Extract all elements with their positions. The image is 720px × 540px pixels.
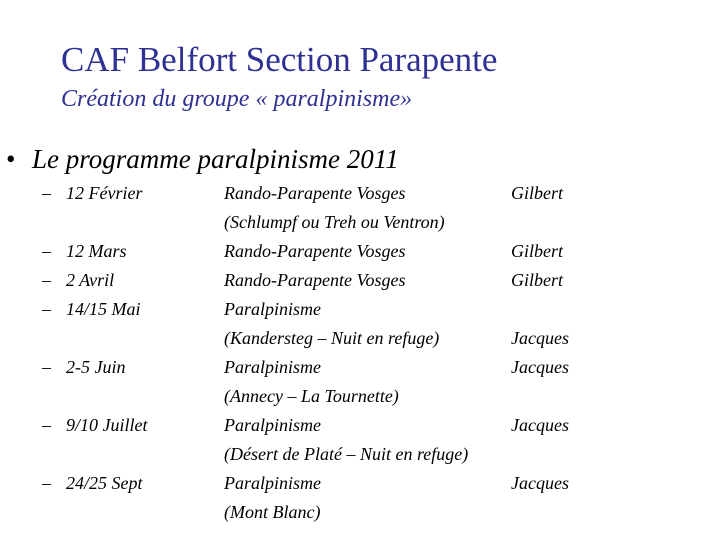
list-dash: – [42,241,51,261]
schedule-activity: Paralpinisme [224,357,321,377]
schedule-activity: Paralpinisme [224,473,321,493]
list-dash: – [42,473,51,493]
schedule-date: 14/15 Mai [66,299,141,319]
list-dash: – [42,270,51,290]
program-heading [6,144,399,175]
schedule-leader: Jacques [511,357,569,377]
slide-subtitle: Création du groupe « paralpinisme» [61,86,413,112]
schedule-activity: (Schlumpf ou Treh ou Ventron) [224,212,445,232]
schedule-leader: Jacques [511,415,569,435]
schedule-leader: Jacques [511,473,569,493]
schedule-activity: (Kandersteg – Nuit en refuge) [224,328,440,348]
schedule-date: 12 Février [66,183,143,203]
schedule-date: 2 Avril [66,270,115,290]
schedule-activity: (Annecy – La Tournette) [224,386,399,406]
bullet-marker: • [6,144,16,174]
schedule-row [0,414,720,443]
schedule-row [0,501,720,530]
schedule-activity: Rando-Parapente Vosges [224,241,406,261]
slide-title: CAF Belfort Section Parapente [61,40,498,79]
schedule-row [0,298,720,327]
schedule-row [0,356,720,385]
schedule-activity: (Désert de Platé – Nuit en refuge) [224,444,469,464]
list-dash: – [42,415,51,435]
list-dash: – [42,299,51,319]
schedule-leader: Gilbert [511,241,563,261]
schedule-date: 2-5 Juin [66,357,126,377]
list-dash: – [42,183,51,203]
schedule-row [0,472,720,501]
schedule-row [0,211,720,240]
schedule-date: 24/25 Sept [66,473,143,493]
schedule-row [0,182,720,211]
schedule-row [0,385,720,414]
schedule-date: 12 Mars [66,241,127,261]
schedule-activity: Paralpinisme [224,299,321,319]
schedule-activity: Rando-Parapente Vosges [224,183,406,203]
list-dash: – [42,357,51,377]
schedule-activity: Paralpinisme [224,415,321,435]
schedule-leader: Gilbert [511,183,563,203]
schedule-date: 9/10 Juillet [66,415,148,435]
schedule-row [0,269,720,298]
schedule-activity: (Mont Blanc) [224,502,321,522]
schedule-row [0,240,720,269]
schedule-activity: Rando-Parapente Vosges [224,270,406,290]
program-heading-text: Le programme paralpinisme 2011 [32,144,399,174]
schedule-leader: Jacques [511,328,569,348]
schedule-row [0,327,720,356]
schedule-leader: Gilbert [511,270,563,290]
schedule-row [0,443,720,472]
